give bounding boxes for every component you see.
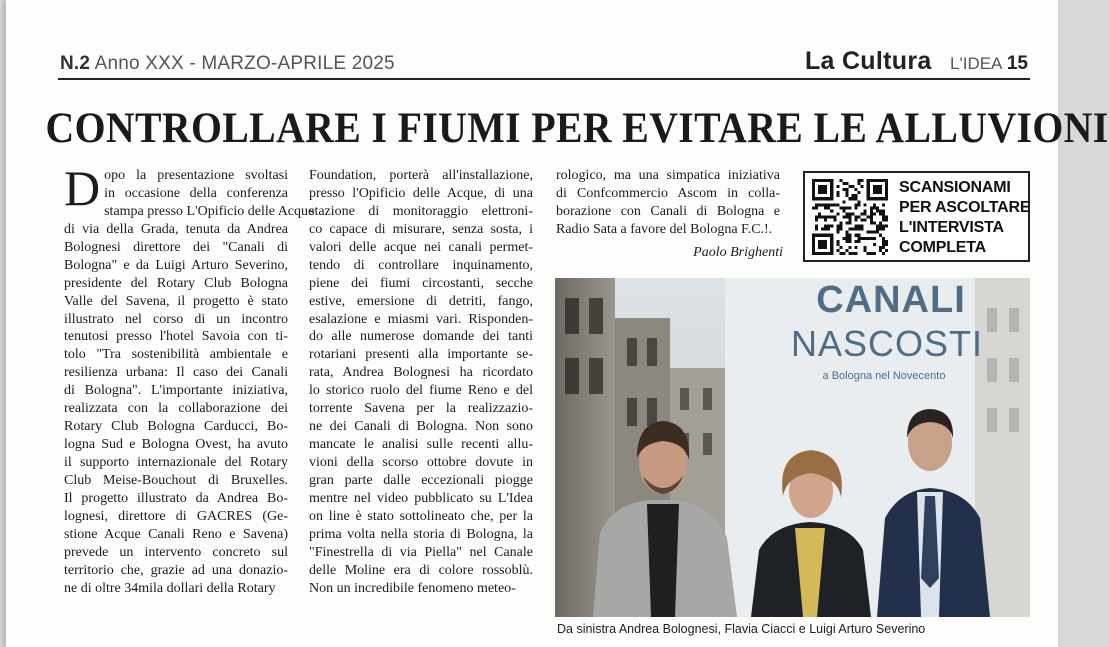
text-line: piene dei fiumi circostanti, secche — [309, 275, 533, 291]
text-line: il supporto internazionale del Rotary — [64, 455, 288, 470]
text-line: illustrato nel corso di un incontro — [64, 311, 288, 327]
text-line: tenutosi presso l'hotel Savoia con ti- — [64, 329, 288, 345]
text-line: delle Moline era di colore rossoblù. — [309, 562, 533, 578]
text-line: co capace di misurare, senza sosta, i — [309, 221, 533, 237]
qr-line-1: SCANSIONAMI — [899, 179, 1011, 196]
text-line: rotariani presenti alla importante se- — [309, 347, 533, 363]
qr-line-2: PER ASCOLTARE — [899, 199, 1031, 216]
text-line: Rotary Club Bologna Carducci, Bo- — [64, 419, 288, 435]
text-line: vioni della scorso ottobre dovute in — [309, 455, 533, 470]
text-line: on line è stato sottolineato che, per la — [309, 508, 533, 524]
issue-info — [60, 53, 395, 75]
magazine-name: L'IDEA — [950, 54, 1003, 73]
qr-line-4: COMPLETA — [899, 239, 986, 256]
text-line: borazione con Canali di Bologna e — [556, 203, 780, 219]
text-line: logna Sud e Bologna Ovest, ha avuto — [64, 437, 288, 453]
issue-date: Anno XXX - MARZO-APRILE 2025 — [90, 53, 395, 74]
article-column-2 — [309, 167, 533, 598]
qr-callout-text — [899, 178, 1031, 258]
text-line: stazione di monitoraggio elettroni- — [309, 203, 533, 219]
qr-line-3: L'INTERVISTA — [899, 219, 1004, 236]
text-line: torrente Savena per la realizzazio- — [309, 401, 533, 417]
text-line: opo la presentazione svoltasi — [104, 168, 288, 183]
photo-illustration — [555, 278, 1030, 617]
text-line: gran parte dalle eccezionali piogge — [309, 472, 533, 488]
text-line: Radio Sata a favore del Bologna F.C.!. — [556, 221, 773, 237]
text-line: di via della Grada, tenuta da Andrea — [64, 221, 288, 237]
text-line: Non un incredibile fenomeno meteo- — [309, 580, 516, 596]
text-line: presidente del Rotary Club Bologna — [64, 275, 288, 291]
article-column-3 — [556, 167, 780, 239]
section-info — [805, 47, 1028, 76]
text-line: do alle numerose domande dei tanti — [309, 329, 533, 345]
text-line: prima volta nella storia di Bologna, la — [309, 526, 533, 542]
text-line: stione Acque Canali Reno e Savena) — [64, 526, 288, 542]
text-line: Valle del Savena, il progetto è stato — [64, 293, 288, 309]
poster-title-2: NASCOSTI — [790, 323, 984, 364]
text-line: rologico, ma una simpatica iniziativa — [556, 168, 780, 183]
running-header — [58, 47, 1030, 80]
text-line: ne dei Canali di Bologna. Non sono — [309, 419, 533, 435]
magazine-page — [5, 0, 1109, 647]
text-line: Club Meise-Bouchout di Bruxelles. — [64, 472, 288, 488]
text-line: di Bologna". L'importante iniziativa, — [64, 383, 288, 399]
text-line: Bolognesi direttore dei "Canali di — [64, 239, 288, 255]
text-line: stampa presso L'Opificio delle Acque — [104, 203, 315, 219]
photo-caption: Da sinistra Andrea Bolognesi, Flavia Ciacci e Luigi Arturo Severino — [557, 622, 926, 636]
text-line: resilienza urbana: Il caso dei Canali — [64, 365, 288, 381]
text-line: mancate le analisi sulle recenti allu- — [309, 437, 533, 453]
issue-number: N.2 — [60, 53, 91, 74]
text-line: tendo di controllare inquinamento, — [309, 257, 533, 273]
section-title: La Cultura — [804, 47, 932, 75]
text-line: in occasione della conferenza — [104, 185, 288, 201]
poster-title-1: CANALI — [816, 279, 966, 321]
text-line: prevede un intervento concreto sul — [64, 544, 288, 560]
text-line: rata, Andrea Bolognesi ha ricordato — [309, 365, 533, 381]
text-line: tolo "Tra sostenibilità ambientale e — [64, 347, 288, 363]
text-line: valori delle acque nei canali permet- — [309, 239, 533, 255]
text-line: ne di oltre 34mila dollari della Rotary — [64, 580, 276, 596]
author-signature: Paolo Brighenti — [693, 245, 783, 260]
text-line: lognesi, direttore di GACRES (Ge- — [64, 508, 288, 524]
article-headline: CONTROLLARE I FIUMI PER EVITARE LE ALLUVIONI — [45, 105, 1109, 152]
text-line: "Finestrella di via Piella" nel Canale — [309, 544, 533, 560]
article-column-1 — [64, 160, 315, 598]
text-line: Foundation, porterà all'installazione, — [309, 168, 533, 183]
text-line: Il progetto illustrato da Andrea Bo- — [64, 490, 288, 506]
qr-code-icon[interactable] — [812, 179, 888, 255]
text-line: realizzata con la collaborazione dei — [64, 401, 288, 417]
text-line: Bologna" e da Luigi Arturo Severino, — [64, 257, 288, 273]
text-line: di Confcommercio Ascom in colla- — [556, 185, 780, 201]
text-line: territorio che, grazie ad una donazio- — [64, 562, 288, 578]
article-photo — [555, 278, 1030, 617]
text-line: esalazione e miasmi vari. Risponden- — [309, 311, 533, 327]
drop-cap: D — [64, 160, 101, 216]
qr-callout-box[interactable] — [803, 171, 1030, 262]
text-line: mentre nel video pubblicato su L'Idea — [309, 490, 533, 506]
text-line: lo storico ruolo del fiume Reno e del — [309, 383, 533, 399]
poster-subtitle: a Bologna nel Novecento — [822, 370, 946, 382]
text-line: estive, emersione di detriti, fango, — [309, 293, 533, 309]
text-line: presso l'Opificio delle Acque, di una — [309, 185, 533, 201]
page-number: 15 — [1006, 53, 1028, 74]
